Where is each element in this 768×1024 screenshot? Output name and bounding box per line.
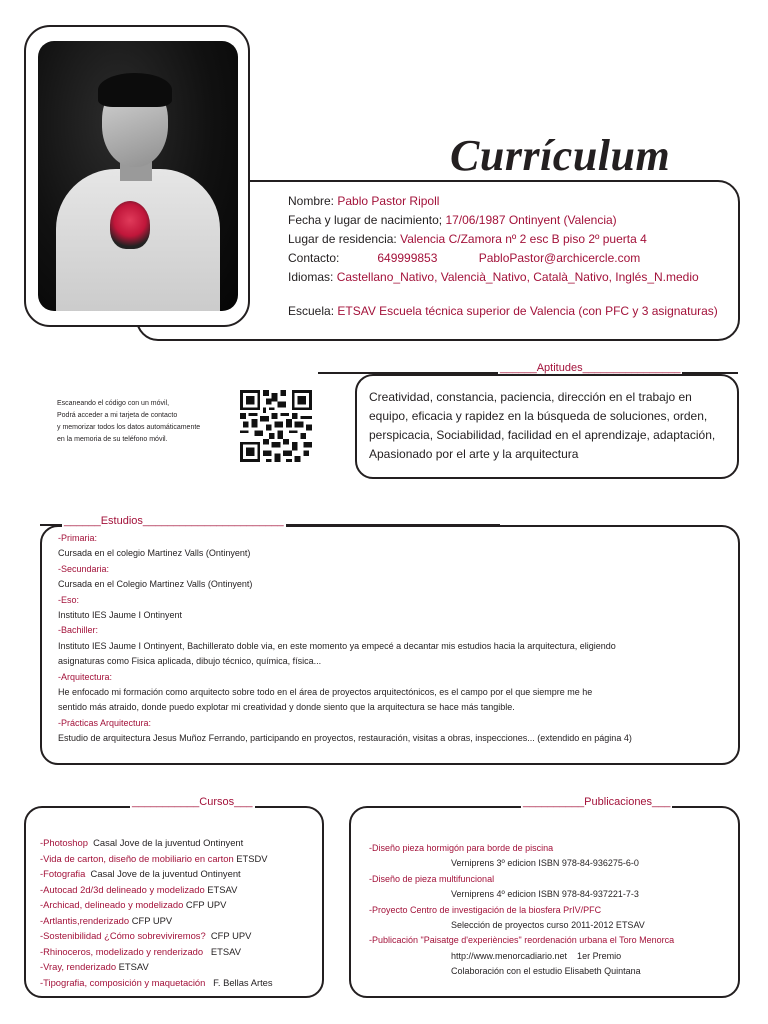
- publicaciones-box: [349, 806, 740, 998]
- publicacion-title: -Diseño pieza hormigón para borde de piscina: [369, 843, 554, 853]
- estudios-subheading: -Arquitectura:: [58, 671, 113, 682]
- idiomas-value: Castellano_Nativo, Valencià_Nativo, Català_Nativo, Inglés_N.medio: [336, 270, 699, 284]
- curso-item: [40, 928, 273, 944]
- curso-item: [40, 975, 273, 991]
- curso-place: ETSAV: [116, 961, 149, 972]
- curso-item: [40, 882, 273, 898]
- curso-name: -Photoshop: [40, 837, 88, 848]
- escuela-row: [288, 302, 718, 321]
- idiomas-label: Idiomas:: [288, 270, 334, 284]
- estudios-list: [58, 531, 728, 747]
- curso-place: Casal Jove de la juventud Ontinyent: [87, 837, 244, 848]
- profile-photo: [38, 41, 238, 311]
- curso-item: [40, 944, 273, 960]
- photo-frame: [24, 25, 250, 327]
- estudios-line: sentido más atraido, donde puedo explotar mi creatividad y donde siento que la arquitectura se hace más tangible.: [58, 702, 515, 713]
- residencia-value: Valencia C/Zamora nº 2 esc B piso 2º puerta 4: [400, 232, 647, 246]
- residencia-label: Lugar de residencia:: [288, 232, 397, 246]
- publicacion-title: -Diseño de pieza multifuncional: [369, 873, 495, 884]
- curso-place: CFP UPV: [205, 930, 252, 941]
- personal-info: [288, 192, 718, 321]
- curso-place: ETSAV: [203, 945, 241, 957]
- cursos-list: [40, 835, 273, 990]
- nombre-value: Pablo Pastor Ripoll: [337, 194, 440, 208]
- qr-note-line: Escaneando el código con un móvil,: [57, 400, 170, 407]
- fecha-row: [288, 211, 718, 230]
- aptitudes-box: [355, 374, 739, 479]
- curso-name: -Sostenibilidad ¿Cómo sobreviviremos?: [40, 930, 206, 941]
- publicacion-detail: http://www.menorcadiario.net 1er Premio: [451, 950, 622, 961]
- nombre-label: Nombre:: [288, 194, 335, 208]
- publicacion-detail: Selección de proyectos curso 2011-2012 ETSAV: [451, 920, 645, 931]
- idiomas-row: [288, 268, 718, 287]
- qr-note: [57, 398, 200, 446]
- escuela-value: ETSAV Escuela técnica superior de Valencia (con PFC y 3 asignaturas): [337, 304, 718, 318]
- curso-item: [40, 913, 273, 929]
- aptitudes-text: Creatividad, constancia, paciencia, dirección en el trabajo en equipo, eficacia y rapidez en la búsqueda de soluciones, orden, perspicacia, Sociabilidad, facilidad en el aprendizaje, adaptación, Apasionado por el arte y la arquitectura: [369, 390, 716, 461]
- page-title: Currículum: [450, 131, 671, 180]
- estudios-subheading: -Secundaria:: [58, 563, 110, 574]
- fecha-label: Fecha y lugar de nacimiento;: [288, 213, 443, 227]
- aptitudes-heading: ______Aptitudes________________: [500, 362, 681, 374]
- estudios-line: Instituto IES Jaume I Ontinyent: [58, 610, 183, 621]
- cursos-heading: ___________Cursos___: [132, 796, 253, 808]
- hair-shape: [98, 73, 172, 107]
- estudios-subheading: -Eso:: [58, 594, 80, 605]
- estudios-subheading: -Primaria:: [58, 533, 98, 543]
- estudios-line: Cursada en el colegio Martinez Valls (Ontinyent): [58, 548, 251, 559]
- qr-note-line: Podrá acceder a mi tarjeta de contacto: [57, 412, 178, 419]
- curso-place: Casal Jove de la juventud Ontinyent: [85, 868, 241, 879]
- curso-name: -Archicad, delineado y modelizado: [40, 899, 184, 910]
- estudios-line: Estudio de arquitectura Jesus Muñoz Ferrando, participando en proyectos, restauración, visitas a obras, inspecciones... (extendido en página 4): [58, 733, 632, 744]
- publicacion-detail: Colaboración con el estudio Elisabeth Quintana: [451, 966, 641, 977]
- residencia-row: [288, 230, 718, 249]
- publicacion-title: -Proyecto Centro de investigación de la biosfera PrIV/PFC: [369, 904, 602, 915]
- publicaciones-list: [369, 841, 674, 980]
- estudios-subheading: -Prácticas Arquitectura:: [58, 717, 152, 728]
- curso-name: -Fotografia: [40, 868, 86, 879]
- cursos-box: [24, 806, 324, 998]
- publicacion-detail: Verniprens 3º edicion ISBN 978-84-936275-6-0: [451, 858, 639, 869]
- curso-item: [40, 835, 273, 851]
- telefono-value[interactable]: 649999853: [377, 251, 438, 265]
- escuela-label: Escuela:: [288, 304, 335, 318]
- curso-place: CFP UPV: [183, 899, 227, 910]
- curso-item: [40, 851, 273, 867]
- estudios-line: He enfocado mi formación como arquitecto sobre todo en el área de proyectos arquitectónicos, es el campo por el que siempre me he: [58, 687, 593, 698]
- estudios-line: Instituto IES Jaume I Ontinyent, Bachillerato doble via, en este momento ya empecé a decantar mis estudios hacia la arquitectura, eligiendo: [58, 640, 616, 651]
- email-link[interactable]: PabloPastor@archicercle.com: [478, 251, 641, 265]
- curso-item: [40, 959, 273, 975]
- estudios-heading: ______Estudios_______________________: [64, 515, 284, 527]
- qr-note-line: y memorizar todos los datos automáticamente: [57, 424, 201, 431]
- shirt-print: [110, 201, 150, 249]
- nombre-row: [288, 192, 718, 211]
- curso-name: -Artlantis,renderizado: [40, 914, 130, 926]
- curso-item: [40, 897, 273, 913]
- curso-place: ETSAV: [204, 883, 238, 895]
- curso-name: -Rhinoceros, modelizado y renderizado: [40, 945, 204, 957]
- curso-item: [40, 866, 273, 882]
- curso-place: ETSDV: [233, 852, 268, 864]
- curso-place: CFP UPV: [129, 914, 173, 926]
- qr-code-icon[interactable]: [240, 390, 312, 462]
- curso-name: -Tipografia, composición y maquetación: [40, 976, 206, 988]
- curso-name: -Autocad 2d/3d delineado y modelizado: [40, 883, 205, 895]
- publicacion-title: -Publicación "Paisatge d'experiències" reordenación urbana el Toro Menorca: [369, 935, 675, 946]
- curso-name: -Vray, renderizado: [40, 961, 117, 972]
- estudios-line: Cursada en el Colegio Martinez Valls (Ontinyent): [58, 579, 253, 590]
- publicaciones-heading: __________Publicaciones___: [523, 796, 671, 808]
- fecha-value: 17/06/1987 Ontinyent (Valencia): [445, 213, 617, 227]
- qr-note-line: en la memoria de su teléfono móvil.: [57, 436, 168, 443]
- publicacion-detail: Verniprens 4º edicion ISBN 978-84-937221-7-3: [451, 889, 639, 900]
- estudios-subheading: -Bachiller:: [58, 625, 99, 636]
- contacto-row: [288, 249, 718, 268]
- contacto-label: Contacto:: [288, 251, 340, 265]
- curso-place: F. Bellas Artes: [205, 976, 273, 988]
- curso-name: -Vida de carton, diseño de mobiliario en carton: [40, 852, 234, 864]
- estudios-box: [40, 525, 740, 765]
- estudios-line: asignaturas como Fisica aplicada, dibujo técnico, química, física...: [58, 656, 322, 667]
